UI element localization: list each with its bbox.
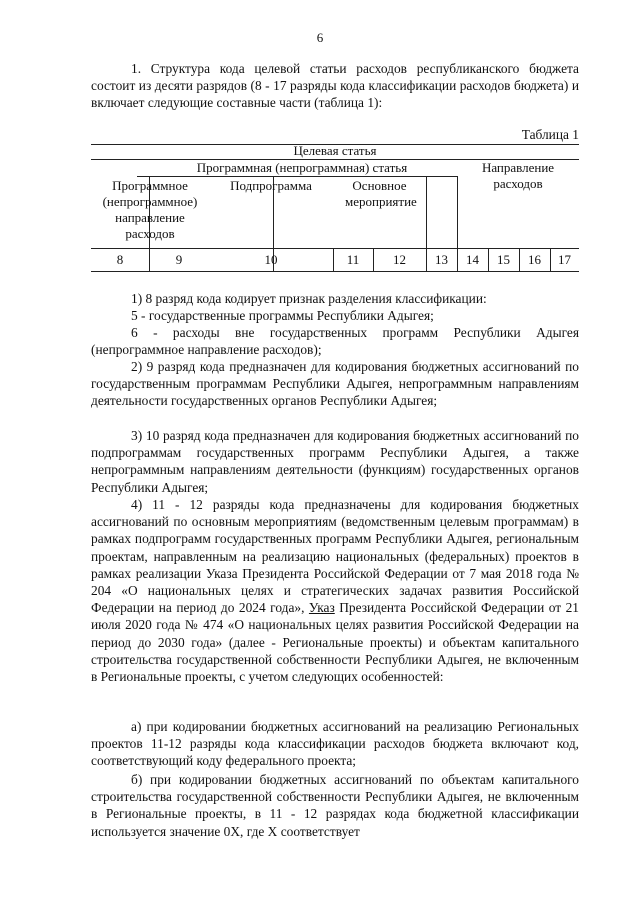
digits-top-border <box>91 248 579 249</box>
digit-cell: 12 <box>393 252 406 267</box>
header-target: Целевая статья <box>293 143 377 158</box>
header-direction: Направление расходов <box>481 160 555 191</box>
program-header-border <box>137 176 457 177</box>
table-bottom-border <box>91 271 579 272</box>
paragraph-4-text-end: Президента Российской Федерации от 21 июля 2020 года № 474 «О национальных целях развития Российской Федерации на период до 2030 года» (далее - Региональные проекты) и объектам капитального строительства государственной собственности Республики Адыгея, не включенным в Региональные проекты, с учетом следующих особенностей: <box>91 600 579 685</box>
col-subprogram: Подпрограмма <box>230 178 312 193</box>
digit-cell: 10 <box>264 252 278 267</box>
paragraph-3: 3) 10 разряд кода предназначен для кодирования бюджетных ассигнований по подпрограммам государственных программ Республики Адыгея, а также непрограммным направлениям деятельности (функциям) государственных органов Республики Адыгея; <box>91 428 579 495</box>
paragraph-4 <box>91 496 579 685</box>
digit-cell: 13 <box>435 252 448 267</box>
digit-cell: 15 <box>497 252 510 267</box>
code-structure-table <box>91 144 579 272</box>
digit-cell: 14 <box>466 252 479 267</box>
intro-paragraph: 1. Структура кода целевой статьи расходов республиканского бюджета состоит из десяти разрядов (8 - 17 разряды кода классификации расходов бюджета) и включает следующие составные части (таблица 1): <box>91 61 579 111</box>
page-number: 6 <box>316 30 324 45</box>
paragraph-4-text: 4) 11 - 12 разряды кода предназначены для кодирования бюджетных ассигнований по основным мероприятиям (ведомственным целевым программам) в рамках подпрограмм государственных программ Республики Адыгея, региональным проектам, направленным на реализацию национальных (федеральных) проектов в рамках реализации Указа Президента Российской Федерации от 7 мая 2018 года № 204 «О национальных целях и стратегических задачах развития Российской Федерации на период до 2024 года», <box>91 497 579 616</box>
digit-cell: 11 <box>346 252 360 267</box>
paragraph-1-5: 5 - государственные программы Республики Адыгея; <box>131 308 434 323</box>
digit-cell: 8 <box>116 252 124 267</box>
paragraph-1: 1) 8 разряд кода кодирует признак разделения классификации: <box>131 291 487 306</box>
decree-link[interactable]: Указ <box>308 600 335 616</box>
digit-cell: 9 <box>175 252 183 267</box>
col-main-event: Основное мероприятие <box>345 178 417 209</box>
paragraph-4b: б) при кодировании бюджетных ассигнований по объектам капитального строительства государственной собственности Республики Адыгея, не включенным в Региональные проекты, в 11 - 12 разрядах кода бюджетной классификации используется значение 0Х, где Х соответствует <box>91 772 579 839</box>
paragraph-1-6: 6 - расходы вне государственных программ Республики Адыгея (непрограммное направление расходов); <box>91 325 579 358</box>
col-program-direction: Программное (непрограммное) направление расходов <box>102 178 198 241</box>
paragraph-2: 2) 9 разряд кода предназначен для кодирования бюджетных ассигнований по государственным программам Республики Адыгея, непрограммным направлениям деятельности государственных органов Республики Адыгея; <box>91 359 579 409</box>
header-program: Программная (непрограммная) статья <box>196 160 408 175</box>
table-caption: Таблица 1 <box>521 127 579 142</box>
paragraph-4a: a) при кодировании бюджетных ассигнований на реализацию Региональных проектов 11-12 разряды кода классификации расходов бюджета включают код, соответствующий коду федерального проекта; <box>91 719 579 769</box>
digit-cell: 17 <box>558 252 571 267</box>
digit-cell: 16 <box>528 252 541 267</box>
